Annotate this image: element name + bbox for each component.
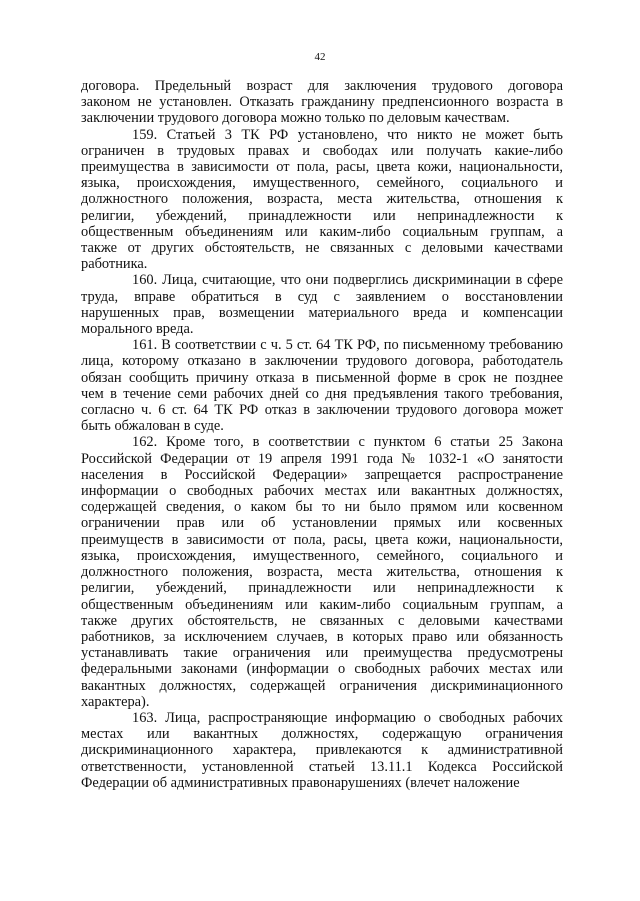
text-line: законом не установлен. Отказать гражданину предпенсионного возраста в: [81, 94, 563, 111]
text-line: 163. Лица, распространяющие информацию о свободных рабочих: [132, 709, 563, 726]
text-line: религии, убеждений, принадлежности или непринадлежности к: [81, 580, 563, 597]
text-line: договора. Предельный возраст для заключения трудового договора: [81, 78, 563, 94]
page-number: 42: [314, 51, 326, 63]
text-line: также от других обстоятельств, не связанных с деловыми качествами: [81, 240, 563, 257]
text-line: Федерации об административных правонарушениях (влечет наложение: [81, 774, 520, 791]
text-line: общественным объединениям или каким-либо социальным группам, а: [81, 596, 563, 613]
text-line: ограничении прав или об установлении прямых или косвенных: [81, 515, 563, 532]
text-line: заключении трудового договора можно только по деловым качествам.: [81, 110, 510, 127]
paragraph: [81, 127, 563, 273]
text-line: содержащей сведения, о каком бы то ни было прямом или косвенном: [81, 499, 563, 516]
document-body: [81, 78, 563, 791]
text-line: дискриминационного характера, привлекаются к административной: [81, 742, 563, 759]
paragraph: [81, 78, 563, 127]
text-line: информации о свободных рабочих местах или вакантных должностях,: [81, 483, 563, 500]
text-line: морального вреда.: [81, 321, 194, 338]
text-line: Российской Федерации от 19 апреля 1991 года № 1032-1 «О занятости: [81, 450, 563, 467]
paragraph: [81, 710, 563, 791]
paragraph: [81, 272, 563, 337]
text-line: чем в течение семи рабочих дней со дня предъявления такого требования,: [81, 385, 563, 402]
text-line: работника.: [81, 256, 148, 273]
text-line: преимущества в зависимости от пола, расы, цвета кожи, национальности,: [81, 159, 563, 176]
text-line: характера).: [81, 693, 150, 710]
text-line: работников, за исключением случаев, в которых право или обязанность: [81, 628, 563, 645]
text-line: ответственности, установленной статьей 13.11.1 Кодекса Российской: [81, 758, 563, 775]
text-line: должностного положения, возраста, места жительства, отношения к: [81, 564, 563, 581]
text-line: лица, которому отказано в заключении трудового договора, работодатель: [81, 353, 563, 370]
text-line: федеральными законами (информации о свободных рабочих местах или: [81, 661, 563, 678]
text-line: местах или вакантных должностях, содержащую ограничения: [81, 726, 563, 743]
text-line: также других обстоятельств, не связанных с деловыми качествами: [81, 612, 563, 629]
paragraph: [81, 337, 563, 434]
text-line: религии, убеждений, принадлежности или непринадлежности к: [81, 207, 563, 224]
text-line: вакантных должностях, содержащей ограничения дискриминационного: [81, 677, 563, 694]
text-line: труда, вправе обратиться в суд с заявлением о восстановлении: [81, 288, 563, 305]
text-line: должностного положения, возраста, места жительства, отношения к: [81, 191, 563, 208]
text-line: обязан сообщить причину отказа в письменной форме в срок не позднее: [81, 369, 563, 386]
text-line: 160. Лица, считающие, что они подверглись дискриминации в сфере: [132, 272, 563, 289]
text-line: ограничен в трудовых правах и свободах или получать какие-либо: [81, 142, 563, 159]
text-line: согласно ч. 6 ст. 64 ТК РФ отказ в заключении трудового договора может: [81, 402, 563, 419]
text-line: 161. В соответствии с ч. 5 ст. 64 ТК РФ, по письменному требованию: [132, 337, 563, 354]
paragraph: [81, 434, 563, 709]
text-line: быть обжалован в суде.: [81, 418, 224, 435]
text-line: 162. Кроме того, в соответствии с пунктом 6 статьи 25 Закона: [132, 434, 563, 451]
text-line: языка, происхождения, имущественного, семейного, социального и: [81, 547, 563, 564]
text-line: нарушенных прав, возмещении материального вреда и компенсации: [81, 304, 563, 321]
text-line: 159. Статьей 3 ТК РФ установлено, что никто не может быть: [132, 126, 563, 143]
text-line: преимуществ в зависимости от пола, расы, цвета кожи, национальности,: [81, 531, 563, 548]
text-line: устанавливать такие ограничения или преимущества предусмотрены: [81, 645, 563, 662]
text-line: населения в Российской Федерации» запрещается распространение: [81, 466, 563, 483]
text-line: общественным объединениям или каким-либо социальным группам, а: [81, 223, 563, 240]
text-line: языка, происхождения, имущественного, семейного, социального и: [81, 175, 563, 192]
